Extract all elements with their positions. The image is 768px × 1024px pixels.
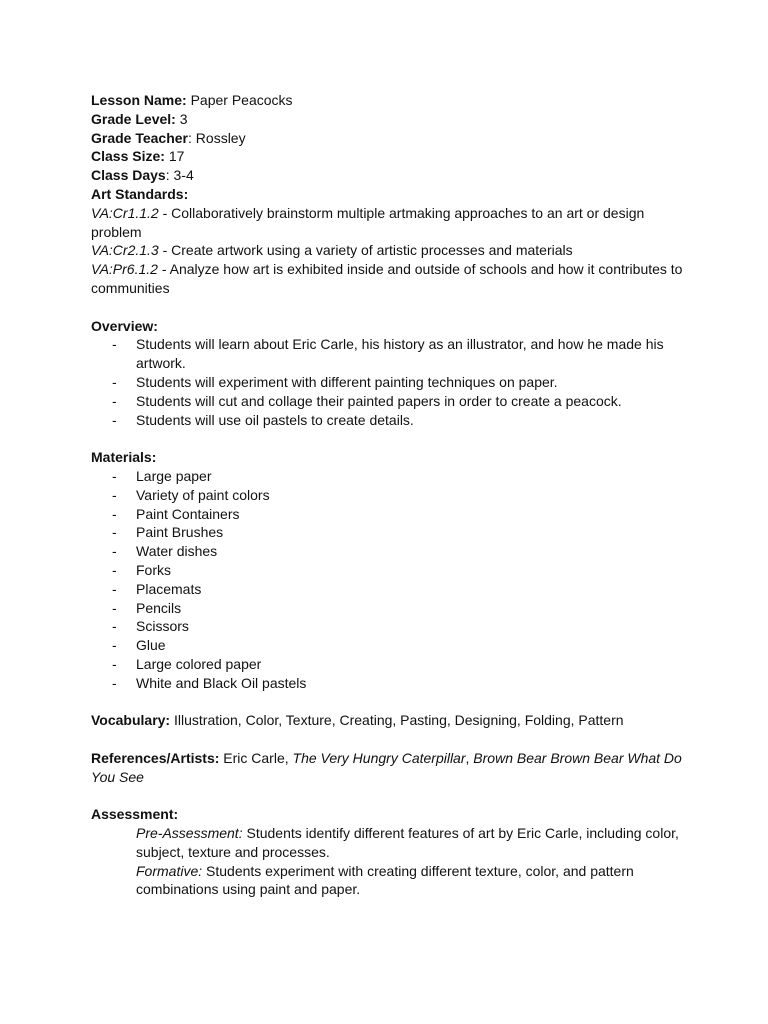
references-book-title: The Very Hungry Caterpillar	[292, 749, 466, 766]
list-item: - Pencils	[91, 599, 691, 618]
lesson-name-value: Paper Peacocks	[186, 92, 293, 108]
grade-level-line	[91, 110, 691, 129]
pre-assessment-text: Students identify different features of art by Eric Carle, including color, subject, texture and processes.	[136, 825, 679, 860]
lesson-plan-document	[91, 91, 691, 899]
formative-text: Students experiment with creating different texture, color, and pattern combinations using paint and paper.	[136, 862, 634, 898]
class-size-value: 17	[164, 148, 185, 165]
list-item: - Paint Containers	[91, 505, 691, 524]
class-days-value: : 3-4	[165, 167, 194, 184]
list-item: - Large paper	[91, 467, 691, 486]
standard-text: - Analyze how art is exhibited inside and outside of schools and how it contributes to communities	[91, 261, 683, 296]
lesson-name-line	[91, 91, 691, 110]
references-book-title: Brown Bear Brown Bear What Do You See	[91, 749, 682, 785]
list-item: - Paint Brushes	[91, 523, 691, 542]
vocabulary-label: Vocabulary:	[91, 712, 171, 729]
list-item: - Students will experiment with different painting techniques on paper.	[91, 373, 691, 392]
class-days-line	[91, 166, 691, 185]
assessment-heading: Assessment:	[91, 806, 179, 823]
pre-assessment-line	[91, 824, 691, 862]
overview-heading: Overview:	[91, 317, 158, 334]
standard-text: - Collaboratively brainstorm multiple artmaking approaches to an art or design problem	[91, 204, 645, 240]
grade-level-value: 3	[175, 110, 188, 127]
list-item: - Variety of paint colors	[91, 486, 691, 505]
grade-teacher-line	[91, 129, 691, 148]
list-item: - Placemats	[91, 580, 691, 599]
references-label: References/Artists:	[91, 749, 220, 766]
class-size-line	[91, 147, 691, 166]
spacer	[91, 298, 691, 317]
standard-item	[91, 204, 691, 242]
spacer	[91, 429, 691, 448]
list-item: - Scissors	[91, 617, 691, 636]
vocabulary-text: Illustration, Color, Texture, Creating, Pasting, Designing, Folding, Pattern	[170, 712, 624, 729]
grade-teacher-label: Grade Teacher	[91, 129, 189, 146]
pre-assessment-label: Pre-Assessment:	[136, 825, 243, 842]
grade-level-label: Grade Level:	[91, 110, 176, 127]
references-separator: ,	[465, 749, 474, 766]
references-artist: Eric Carle,	[219, 749, 293, 766]
formative-assessment-line	[91, 862, 691, 900]
materials-heading: Materials:	[91, 449, 157, 466]
class-size-label: Class Size:	[91, 148, 165, 165]
standard-code: VA:Pr6.1.2	[91, 261, 158, 278]
vocabulary-line	[91, 711, 691, 730]
references-line	[91, 749, 691, 787]
standard-item	[91, 241, 691, 260]
list-item: - Students will use oil pastels to create details.	[91, 411, 691, 430]
grade-teacher-value: : Rossley	[188, 129, 246, 146]
art-standards-heading: Art Standards:	[91, 185, 189, 202]
list-item: - Glue	[91, 636, 691, 655]
standard-text: - Create artwork using a variety of artistic processes and materials	[158, 242, 573, 259]
formative-label: Formative:	[136, 862, 203, 879]
standard-code: VA:Cr2.1.3	[91, 242, 159, 259]
overview-list	[91, 335, 691, 429]
list-item: - Forks	[91, 561, 691, 580]
lesson-name-label: Lesson Name:	[91, 92, 187, 108]
spacer	[91, 786, 691, 805]
spacer	[91, 730, 691, 749]
standard-item	[91, 260, 691, 298]
class-days-label: Class Days	[91, 167, 166, 184]
spacer	[91, 693, 691, 712]
standard-code: VA:Cr1.1.2	[91, 204, 159, 221]
list-item: - White and Black Oil pastels	[91, 674, 691, 693]
materials-list	[91, 467, 691, 693]
list-item: - Water dishes	[91, 542, 691, 561]
list-item: - Students will cut and collage their painted papers in order to create a peacock.	[91, 392, 691, 411]
list-item: - Large colored paper	[91, 655, 691, 674]
list-item: - Students will learn about Eric Carle, his history as an illustrator, and how he made his artwork.	[91, 335, 691, 373]
